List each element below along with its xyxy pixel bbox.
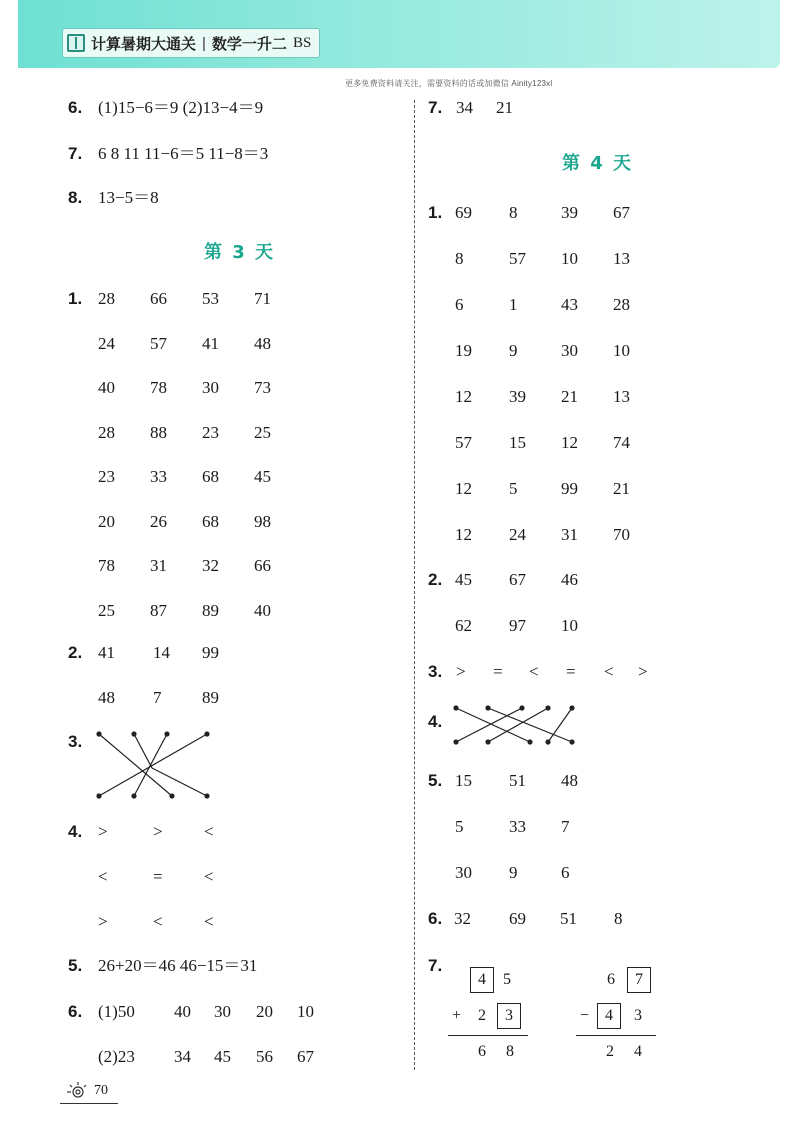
question-number: 4. [68,822,83,841]
digit: 4 [634,1043,642,1060]
grid-cell: = [566,662,576,681]
grid-cell: 25 [254,422,271,442]
grid-cell: 40 [254,600,271,620]
grid-cell: 99 [202,643,219,662]
grid-cell: 26 [150,511,167,531]
answer-box: 3 [497,1003,521,1029]
grid-cell: > [98,822,108,841]
grid-cell: 39 [509,387,526,406]
answer-text: 26+20＝46 46−15＝31 [98,956,258,975]
grid-cell: 73 [254,378,271,397]
grid-cell: 69 [455,203,472,222]
grid-cell: 10 [613,341,630,360]
question-number: 6. [68,98,83,117]
matching-lines-diagram [92,728,217,800]
grid-cell: 30 [561,341,578,360]
grid-cell: 8 [455,249,464,268]
grid-cell: 12 [455,525,472,544]
grid-cell: 7 [561,817,570,836]
grid-cell: 78 [150,378,167,397]
grid-cell: 40 [174,1002,191,1021]
digit: 6 [607,971,615,988]
digit: 3 [634,1007,642,1024]
grid-cell: < [153,912,163,931]
grid-cell: 57 [509,249,526,268]
match-line [99,734,172,796]
grid-cell: 21 [561,387,578,406]
grid-cell: (1)50 [98,1002,135,1021]
notice-text: 更多免费资料请关注，需要资料的话或加微信 Ainity123xl [345,79,553,88]
matching-lines-diagram [450,702,580,746]
answer-value: 32 [454,909,471,928]
question-number: 6. [428,909,443,928]
grid-cell: 70 [613,525,630,544]
grid-cell: 56 [256,1047,273,1066]
header-separator: | [202,34,206,52]
grid-cell: 6 [455,295,464,314]
grid-cell: 48 [98,688,115,707]
grid-cell: 32 [202,556,219,575]
question-number: 5. [428,771,443,790]
grid-cell: 89 [202,600,219,620]
sun-swirl-icon [64,1080,92,1104]
grid-cell: < [204,867,214,886]
grid-cell: 28 [98,289,115,308]
answer-text: 13−5＝8 [98,188,159,207]
grid-cell: 33 [509,817,526,836]
grid-cell: 33 [150,467,167,486]
operator: + [452,1007,462,1024]
difference-line [576,1035,656,1036]
grid-cell: 66 [254,556,271,575]
question-number: 4. [428,712,443,731]
grid-cell: 62 [455,616,472,635]
grid-cell: < [604,662,614,681]
grid-cell: 21 [613,479,630,498]
grid-cell: 20 [98,511,115,531]
grid-cell: 28 [613,295,630,314]
grid-cell: 45 [214,1047,231,1066]
grid-cell: 15 [455,771,472,790]
grid-cell: 74 [613,433,630,452]
sum-line [448,1035,528,1036]
header-title [62,28,320,58]
grid-cell: 40 [98,378,115,397]
grid-cell: 8 [509,203,518,222]
grid-cell: 28 [98,422,115,442]
answer-value: 69 [509,909,526,928]
grid-cell: 14 [153,643,170,662]
question-number: 2. [428,570,443,589]
grid-cell: 12 [455,479,472,498]
grid-cell: 25 [98,600,115,620]
grid-cell: 24 [98,333,115,353]
grid-cell: 57 [150,333,167,353]
grid-cell: 30 [202,378,219,397]
grid-cell: 99 [561,479,578,498]
grid-cell: 39 [561,203,578,222]
column-divider [414,100,415,1070]
page-number: 70 [94,1083,108,1098]
digit: 2 [606,1043,614,1060]
grid-cell: 46 [561,570,578,589]
grid-cell: 30 [214,1002,231,1021]
question-number: 7. [428,956,443,975]
grid-cell: 53 [202,289,219,308]
grid-cell: 9 [509,341,518,360]
grid-cell: 71 [254,289,271,308]
grid-cell: 51 [509,771,526,790]
grid-cell: 10 [561,616,578,635]
grid-cell: 48 [254,333,271,353]
grid-cell: < [204,822,214,841]
grid-cell: 67 [297,1047,314,1066]
grid-cell: 7 [153,688,162,707]
answer-box: 4 [470,967,494,993]
answer-box: 7 [627,967,651,993]
grid-cell: = [153,867,163,886]
grid-cell: 19 [455,341,472,360]
grid-cell: 10 [297,1002,314,1021]
day4-title: 第 4 天 [562,153,634,174]
grid-cell: 31 [150,556,167,575]
grid-cell: > [98,912,108,931]
grid-cell: 13 [613,387,630,406]
grid-cell: 34 [174,1047,191,1066]
digit: 6 [478,1043,486,1060]
grid-cell: 31 [561,525,578,544]
answer-value: 34 [456,98,473,117]
grid-cell: 88 [150,422,167,442]
grid-cell: > [153,822,163,841]
grid-cell: 67 [509,570,526,589]
question-number: 7. [68,144,83,163]
grid-cell: 45 [455,570,472,589]
answer-text: 6 8 11 11−6＝5 11−8＝3 [98,144,269,163]
grid-cell: < [204,912,214,931]
header-edition: BS [292,34,312,51]
grid-cell: 48 [561,771,578,790]
grid-cell: 5 [509,479,518,498]
grid-cell: (2)23 [98,1047,135,1066]
grid-cell: 66 [150,289,167,308]
grid-cell: > [456,662,466,681]
grid-cell: 45 [254,467,271,486]
grid-cell: 30 [455,863,472,882]
grid-cell: 57 [455,433,472,452]
match-line [152,768,207,796]
grid-cell: 97 [509,616,526,635]
question-number: 1. [428,203,443,222]
question-number: 2. [68,643,83,662]
answer-box: 4 [597,1003,621,1029]
grid-cell: 5 [455,817,464,836]
grid-cell: 6 [561,863,570,882]
grid-cell: 68 [202,511,219,531]
grid-cell: 10 [561,249,578,268]
answer-value: 21 [496,98,513,117]
footer-underline [60,1103,118,1104]
grid-cell: 23 [202,422,219,442]
match-line [99,734,207,796]
grid-cell: 23 [98,467,115,486]
answer-text: (1)15−6＝9 (2)13−4＝9 [98,98,264,117]
grid-cell: 87 [150,600,167,620]
question-number: 3. [68,732,83,751]
grid-cell: 20 [256,1002,273,1021]
question-number: 1. [68,289,83,308]
question-number: 3. [428,662,443,681]
grid-cell: 12 [455,387,472,406]
digit: 5 [503,971,511,988]
day3-title: 第 3 天 [204,242,276,263]
grid-cell: > [638,662,648,681]
header-subtitle: 数学一升二 [211,35,287,53]
digit: 2 [478,1007,486,1024]
digit: 8 [506,1043,514,1060]
question-number: 5. [68,956,83,975]
grid-cell: 24 [509,525,526,544]
question-number: 6. [68,1002,83,1021]
grid-cell: 12 [561,433,578,452]
grid-cell: 41 [202,333,219,353]
answer-value: 8 [614,909,623,928]
answer-value: 51 [560,909,577,928]
grid-cell: 98 [254,511,271,531]
grid-cell: 1 [509,295,518,314]
operator: − [580,1007,590,1024]
book-icon [67,34,85,52]
grid-cell: 9 [509,863,518,882]
grid-cell: 43 [561,295,578,314]
grid-cell: 67 [613,203,630,222]
grid-cell: 89 [202,688,219,707]
grid-cell: 13 [613,249,630,268]
match-line [134,734,152,768]
grid-cell: < [98,867,108,886]
grid-cell: 15 [509,433,526,452]
grid-cell: < [529,662,539,681]
grid-cell: 68 [202,467,219,486]
grid-cell: 41 [98,643,115,662]
grid-cell: = [493,662,503,681]
header-main-title: 计算暑期大通关 [91,35,197,53]
grid-cell: 78 [98,556,115,575]
question-number: 8. [68,188,83,207]
question-number: 7. [428,98,443,117]
